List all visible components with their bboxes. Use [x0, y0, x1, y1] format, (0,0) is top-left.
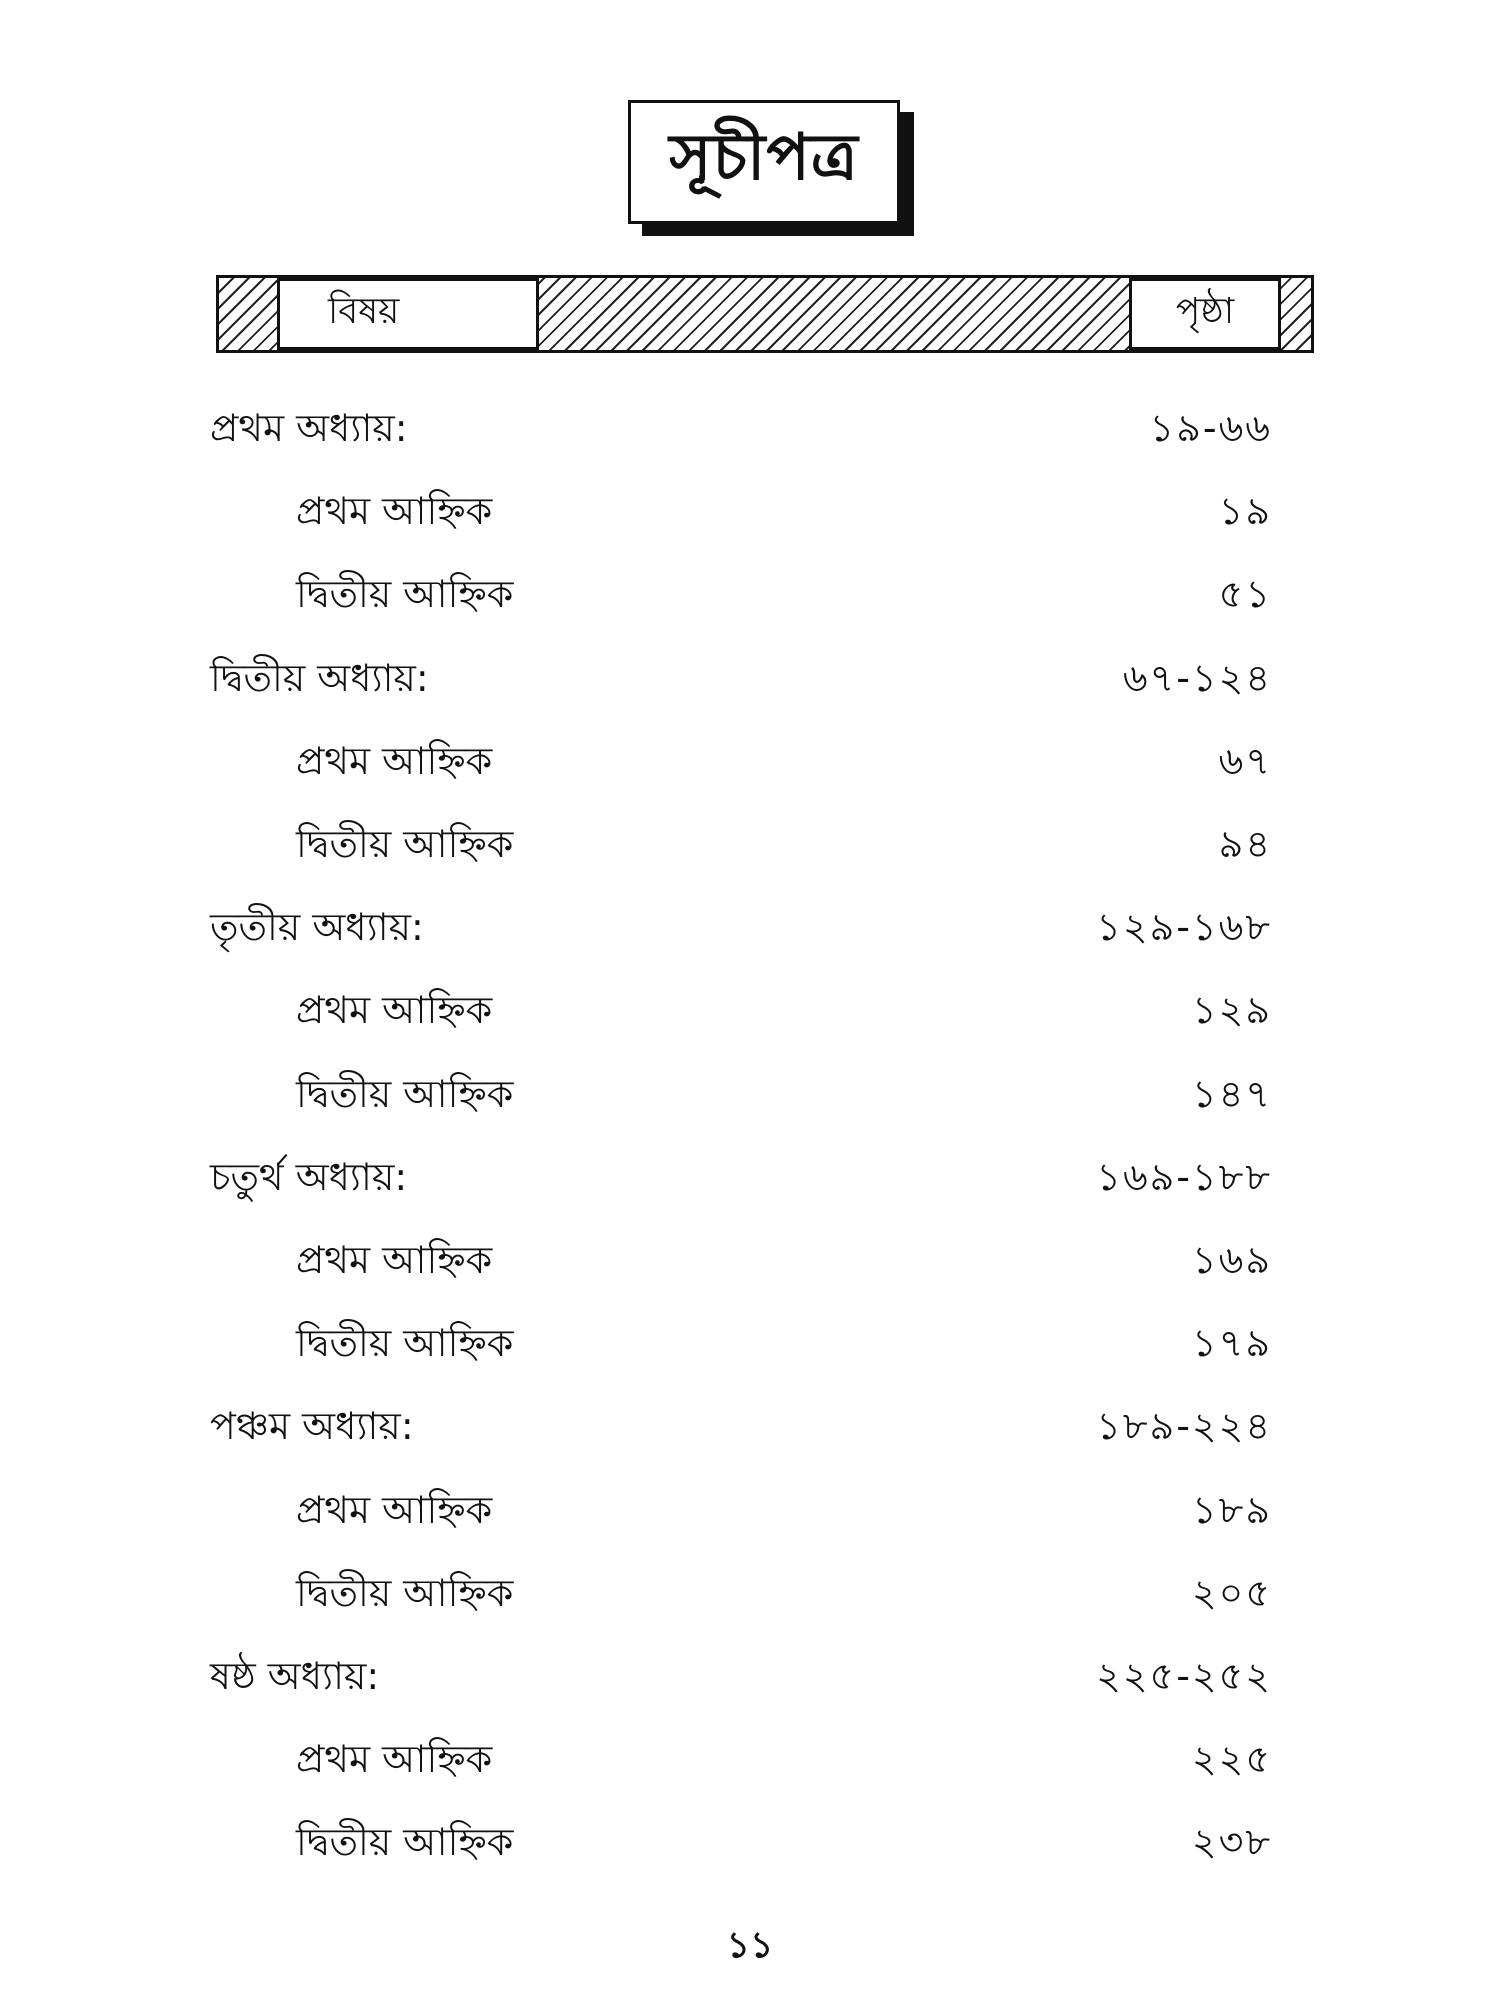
page-reference: ৫১: [1218, 572, 1272, 616]
toc-chapter-row: [0, 897, 1500, 957]
page-reference: ১৮৯-২২৪: [1096, 1404, 1272, 1448]
page-reference: ১৪৭: [1191, 1072, 1272, 1116]
toc-section-row: [0, 1480, 1500, 1540]
page-reference: ১৬৯-১৮৮: [1096, 1155, 1272, 1199]
chapter-title: দ্বিতীয় অধ্যায়:: [210, 656, 429, 700]
toc-section-row: [0, 731, 1500, 791]
page-number: ১১: [726, 1925, 774, 1966]
section-title: দ্বিতীয় আহ্নিক: [296, 1820, 514, 1864]
toc-chapter-row: [0, 1646, 1500, 1706]
toc-section-row: [0, 814, 1500, 874]
section-title: প্রথম আহ্নিক: [296, 489, 493, 533]
page-reference: ৯৪: [1218, 822, 1272, 866]
toc-chapter-row: [0, 398, 1500, 458]
page-header-cell: [1129, 278, 1281, 350]
page-title: সূচীপত্র: [669, 120, 859, 195]
page-reference: ৬৭-১২৪: [1122, 656, 1272, 700]
section-title: দ্বিতীয় আহ্নিক: [296, 1321, 514, 1365]
page-reference: ১৯: [1218, 489, 1272, 533]
section-title: দ্বিতীয় আহ্নিক: [296, 572, 514, 616]
toc-header-bar: [216, 275, 1314, 353]
page-reference: ১৮৯: [1192, 1488, 1272, 1532]
section-title: প্রথম আহ্নিক: [296, 988, 493, 1032]
toc-section-row: [0, 1064, 1500, 1124]
toc-chapter-row: [0, 648, 1500, 708]
toc-section-row: [0, 564, 1500, 624]
page-reference: ২০৫: [1191, 1571, 1272, 1615]
page-reference: ১৯-৬৬: [1149, 406, 1272, 450]
page-reference: ১২৯-১৬৮: [1096, 905, 1272, 949]
chapter-title: পঞ্চম অধ্যায়:: [210, 1404, 414, 1448]
toc-section-row: [0, 1563, 1500, 1623]
section-title: দ্বিতীয় আহ্নিক: [296, 1072, 514, 1116]
page-reference: ১২৯: [1191, 988, 1272, 1032]
toc-section-row: [0, 980, 1500, 1040]
page-reference: ১৬৯: [1191, 1238, 1272, 1282]
subject-header-cell: [277, 278, 539, 350]
toc-section-row: [0, 1230, 1500, 1290]
toc-section-row: [0, 1812, 1500, 1872]
page-reference: ২২৫: [1191, 1737, 1272, 1781]
toc-section-row: [0, 481, 1500, 541]
subject-header-label: বিষয়: [328, 291, 400, 332]
title-frame: [628, 100, 900, 224]
toc-chapter-row: [0, 1396, 1500, 1456]
section-title: দ্বিতীয় আহ্নিক: [296, 1571, 514, 1615]
page-reference: ২২৫-২৫২: [1096, 1654, 1272, 1698]
toc-section-row: [0, 1313, 1500, 1373]
chapter-title: চতুর্থ অধ্যায়:: [210, 1155, 408, 1199]
chapter-title: প্রথম অধ্যায়:: [210, 406, 408, 450]
page-reference: ২৩৮: [1191, 1820, 1272, 1864]
page-reference: ১৭৯: [1191, 1321, 1272, 1365]
title-box: [628, 100, 900, 224]
toc-section-row: [0, 1729, 1500, 1789]
section-title: প্রথম আহ্নিক: [296, 1238, 493, 1282]
page-header-label: পৃষ্ঠা: [1175, 291, 1235, 332]
section-title: প্রথম আহ্নিক: [296, 1488, 493, 1532]
section-title: প্রথম আহ্নিক: [296, 1737, 493, 1781]
section-title: প্রথম আহ্নিক: [296, 739, 493, 783]
chapter-title: ষষ্ঠ অধ্যায়:: [210, 1654, 380, 1698]
toc-chapter-row: [0, 1147, 1500, 1207]
page-reference: ৬৭: [1218, 739, 1272, 783]
section-title: দ্বিতীয় আহ্নিক: [296, 822, 514, 866]
chapter-title: তৃতীয় অধ্যায়:: [210, 905, 424, 949]
